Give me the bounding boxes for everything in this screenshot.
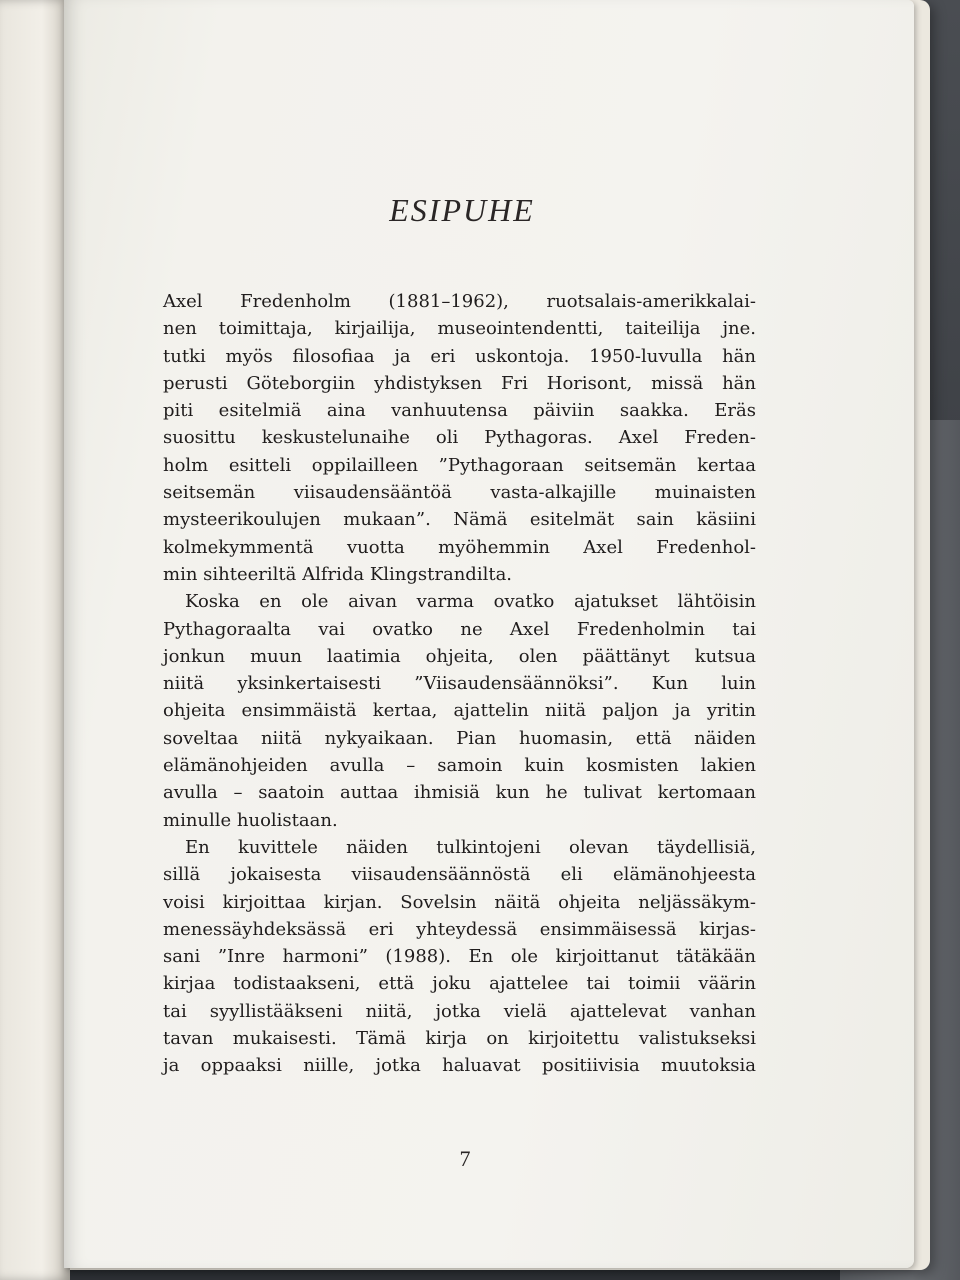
text-line: Pythagoraalta vai ovatko ne Axel Fredenholmin tai xyxy=(163,618,756,640)
text-line: sani ”Inre harmoni” (1988). En ole kirjoittanut tätäkään xyxy=(163,946,756,968)
body-text xyxy=(163,288,756,1080)
text-line: suosittu keskustelunaihe oli Pythagoras. Axel Freden- xyxy=(163,427,756,449)
text-line: tavan mukaisesti. Tämä kirja on kirjoitettu valistukseksi xyxy=(163,1028,756,1050)
text-line: elämänohjeiden avulla – samoin kuin kosmisten lakien xyxy=(163,755,756,777)
paragraph-3 xyxy=(163,834,756,1080)
text-line: Axel Fredenholm (1881–1962), ruotsalais-amerikkalai- xyxy=(163,291,756,312)
text-line: nen toimittaja, kirjailija, museointendentti, taiteilija jne. xyxy=(163,318,756,340)
text-line: ohjeita ensimmäistä kertaa, ajattelin niitä paljon ja yritin xyxy=(163,700,756,722)
text-line: jonkun muun laatimia ohjeita, olen päättänyt kutsua xyxy=(163,645,756,667)
text-line: min sihteeriltä Alfrida Klingstrandilta. xyxy=(163,563,513,585)
text-line: piti esitelmiä aina vanhuutensa päiviin saakka. Eräs xyxy=(163,400,756,422)
text-line: En kuvittele näiden tulkintojeni olevan täydellisiä, xyxy=(185,836,756,858)
text-line: perusti Göteborgiin yhdistyksen Fri Horisont, missä hän xyxy=(163,372,756,394)
page-number: 7 xyxy=(459,1146,471,1171)
text-line: kolmekymmentä vuotta myöhemmin Axel Fredenhol- xyxy=(163,536,756,558)
paragraph-1 xyxy=(163,288,756,588)
text-line: sillä jokaisesta viisaudensäännöstä eli elämänohjeesta xyxy=(163,864,756,886)
chapter-heading: ESIPUHE xyxy=(389,192,535,228)
text-line: holm esitteli oppilailleen ”Pythagoraan seitsemän kertaa xyxy=(163,454,756,476)
text-line: niitä yksinkertaisesti ”Viisaudensäännöksi”. Kun luin xyxy=(163,673,756,695)
paragraph-2 xyxy=(163,588,756,834)
text-line: tai syyllistääkseni niitä, jotka vielä ajattelevat vanhan xyxy=(163,1000,756,1022)
text-line: seitsemän viisaudensääntöä vasta-alkajille muinaisten xyxy=(163,482,756,504)
text-line: tutki myös filosofiaa ja eri uskontoja. 1950-luvulla hän xyxy=(163,345,756,367)
text-line: voisi kirjoittaa kirjan. Sovelsin näitä ohjeita neljässäkym- xyxy=(163,891,756,913)
text-line: Koska en ole aivan varma ovatko ajatukset lähtöisin xyxy=(185,591,756,613)
text-line: minulle huolistaan. xyxy=(163,809,338,831)
text-line: menessäyhdeksässä eri yhteydessä ensimmäisessä kirjas- xyxy=(163,918,756,940)
text-line: ja oppaaksi niille, jotka haluavat positiivisia muutoksia xyxy=(163,1055,756,1077)
text-line: soveltaa niitä nykyaikaan. Pian huomasin, että näiden xyxy=(163,727,756,749)
text-line: mysteerikoulujen mukaan”. Nämä esitelmät sain käsiini xyxy=(163,509,756,531)
text-line: kirjaa todistaakseni, että joku ajattelee tai toimii väärin xyxy=(163,973,756,995)
text-line: avulla – saatoin auttaa ihmisiä kun he tulivat kertomaan xyxy=(163,782,756,804)
